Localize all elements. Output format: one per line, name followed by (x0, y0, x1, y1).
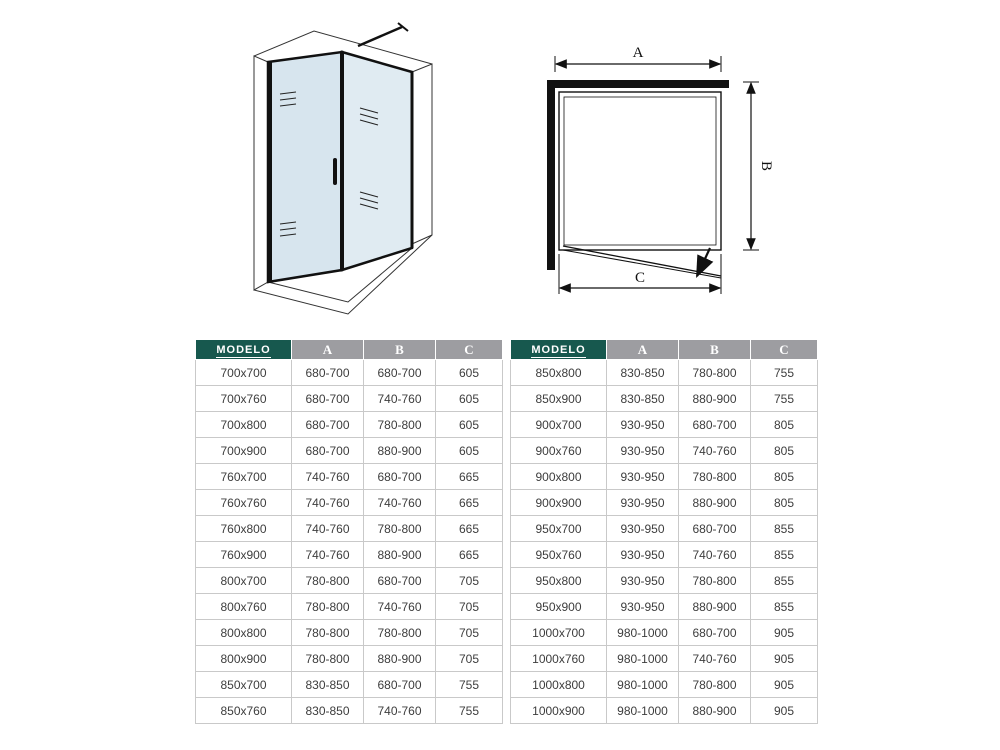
table-cell: 605 (436, 360, 503, 386)
table-cell: 880-900 (679, 490, 751, 516)
table-row (196, 360, 503, 386)
table-row (511, 594, 818, 620)
table-row (511, 438, 818, 464)
table-cell: 930-950 (607, 594, 679, 620)
isometric-shower-diagram (230, 20, 455, 320)
dim-label-b: B (758, 160, 774, 172)
table-row (196, 464, 503, 490)
dim-label-c: C (634, 270, 646, 286)
table-cell: 780-800 (679, 464, 751, 490)
table-cell: 680-700 (364, 672, 436, 698)
table-cell: 805 (751, 464, 818, 490)
door-handle (333, 158, 337, 185)
table-row (511, 360, 818, 386)
table-cell: 780-800 (364, 516, 436, 542)
table-cell: 880-900 (679, 698, 751, 724)
table-cell: 705 (436, 568, 503, 594)
table-row (196, 568, 503, 594)
table-cell: 905 (751, 620, 818, 646)
table-cell: 700x700 (196, 360, 292, 386)
dim-label-a: A (632, 45, 644, 61)
table-cell: 900x800 (511, 464, 607, 490)
table-cell: 950x800 (511, 568, 607, 594)
table-cell: 700x900 (196, 438, 292, 464)
table-header-row (511, 340, 818, 360)
table-cell: 755 (751, 360, 818, 386)
table-cell: 850x800 (511, 360, 607, 386)
table-cell: 665 (436, 464, 503, 490)
table-cell: 605 (436, 438, 503, 464)
table-cell: 740-760 (364, 386, 436, 412)
table-row (511, 672, 818, 698)
table-cell: 800x900 (196, 646, 292, 672)
table-row (511, 412, 818, 438)
header-b: B (679, 340, 751, 360)
size-table-right (510, 339, 818, 724)
table-cell: 930-950 (607, 412, 679, 438)
table-cell: 680-700 (364, 464, 436, 490)
table-cell: 850x700 (196, 672, 292, 698)
table-cell: 755 (436, 698, 503, 724)
door-glass-panel (268, 52, 342, 282)
table-cell: 740-760 (364, 490, 436, 516)
table-row (511, 698, 818, 724)
table-cell: 950x900 (511, 594, 607, 620)
dimension-a (555, 45, 721, 72)
header-b: B (364, 340, 436, 360)
table-cell: 760x900 (196, 542, 292, 568)
table-cell: 900x900 (511, 490, 607, 516)
table-row (196, 412, 503, 438)
table-cell: 830-850 (292, 698, 364, 724)
table-cell: 980-1000 (607, 672, 679, 698)
table-cell: 805 (751, 490, 818, 516)
table-cell: 680-700 (364, 360, 436, 386)
table-cell: 780-800 (292, 568, 364, 594)
table-row (196, 672, 503, 698)
table-cell: 740-760 (292, 542, 364, 568)
table-cell: 930-950 (607, 568, 679, 594)
table-cell: 740-760 (364, 594, 436, 620)
table-cell: 805 (751, 438, 818, 464)
table-cell: 830-850 (607, 386, 679, 412)
table-cell: 800x800 (196, 620, 292, 646)
table-cell: 700x760 (196, 386, 292, 412)
table-cell: 665 (436, 490, 503, 516)
table-cell: 905 (751, 646, 818, 672)
table-cell: 605 (436, 386, 503, 412)
table-cell: 680-700 (292, 412, 364, 438)
table-row (511, 568, 818, 594)
table-cell: 950x700 (511, 516, 607, 542)
dimension-b (743, 82, 774, 250)
table-cell: 830-850 (292, 672, 364, 698)
table-cell: 830-850 (607, 360, 679, 386)
support-bar (358, 23, 408, 46)
table-cell: 800x760 (196, 594, 292, 620)
table-cell: 780-800 (364, 412, 436, 438)
table-cell: 780-800 (292, 594, 364, 620)
table-cell: 740-760 (679, 646, 751, 672)
table-cell: 950x760 (511, 542, 607, 568)
table-cell: 760x800 (196, 516, 292, 542)
table-cell: 705 (436, 620, 503, 646)
table-cell: 855 (751, 516, 818, 542)
table-cell: 855 (751, 594, 818, 620)
table-cell: 705 (436, 646, 503, 672)
table-cell: 680-700 (292, 360, 364, 386)
table-row (196, 698, 503, 724)
table-cell: 1000x760 (511, 646, 607, 672)
table-cell: 740-760 (292, 516, 364, 542)
table-cell: 880-900 (364, 542, 436, 568)
header-c: C (751, 340, 818, 360)
table-cell: 740-760 (292, 464, 364, 490)
table-cell: 905 (751, 672, 818, 698)
table-cell: 755 (436, 672, 503, 698)
table-cell: 805 (751, 412, 818, 438)
table-cell: 680-700 (679, 412, 751, 438)
header-a: A (292, 340, 364, 360)
table-cell: 780-800 (679, 568, 751, 594)
header-modelo: MODELO (511, 340, 607, 360)
table-row (196, 646, 503, 672)
table-row (511, 490, 818, 516)
table-cell: 780-800 (679, 360, 751, 386)
table-row (511, 646, 818, 672)
table-cell: 855 (751, 542, 818, 568)
header-c: C (436, 340, 503, 360)
table-cell: 930-950 (607, 490, 679, 516)
table-cell: 930-950 (607, 542, 679, 568)
table-cell: 740-760 (292, 490, 364, 516)
table-cell: 850x760 (196, 698, 292, 724)
table-row (196, 386, 503, 412)
wall-profile (547, 80, 729, 270)
table-row (511, 386, 818, 412)
table-row (196, 490, 503, 516)
table-cell: 900x700 (511, 412, 607, 438)
table-cell: 780-800 (292, 646, 364, 672)
table-row (511, 620, 818, 646)
table-row (196, 516, 503, 542)
table-cell: 700x800 (196, 412, 292, 438)
table-cell: 665 (436, 516, 503, 542)
table-cell: 605 (436, 412, 503, 438)
side-glass-panel (342, 52, 412, 270)
table-cell: 905 (751, 698, 818, 724)
glass-plan-outline (559, 92, 721, 250)
table-row (511, 464, 818, 490)
table-cell: 1000x900 (511, 698, 607, 724)
plan-dimension-diagram (523, 40, 778, 315)
table-cell: 980-1000 (607, 646, 679, 672)
table-cell: 880-900 (364, 438, 436, 464)
table-cell: 755 (751, 386, 818, 412)
table-header-row (196, 340, 503, 360)
table-row (196, 438, 503, 464)
table-cell: 740-760 (364, 698, 436, 724)
table-row (196, 620, 503, 646)
table-cell: 680-700 (292, 438, 364, 464)
table-cell: 665 (436, 542, 503, 568)
table-cell: 850x900 (511, 386, 607, 412)
header-a: A (607, 340, 679, 360)
table-cell: 880-900 (679, 594, 751, 620)
table-cell: 880-900 (679, 386, 751, 412)
table-row (196, 594, 503, 620)
table-cell: 900x760 (511, 438, 607, 464)
table-cell: 980-1000 (607, 620, 679, 646)
table-row (511, 516, 818, 542)
table-cell: 680-700 (292, 386, 364, 412)
table-cell: 800x700 (196, 568, 292, 594)
table-cell: 740-760 (679, 438, 751, 464)
table-cell: 780-800 (292, 620, 364, 646)
table-cell: 680-700 (679, 620, 751, 646)
table-cell: 680-700 (364, 568, 436, 594)
header-modelo: MODELO (196, 340, 292, 360)
table-cell: 930-950 (607, 438, 679, 464)
table-cell: 780-800 (364, 620, 436, 646)
table-cell: 855 (751, 568, 818, 594)
table-cell: 930-950 (607, 464, 679, 490)
table-row (196, 542, 503, 568)
table-cell: 930-950 (607, 516, 679, 542)
table-cell: 1000x700 (511, 620, 607, 646)
table-cell: 980-1000 (607, 698, 679, 724)
table-cell: 880-900 (364, 646, 436, 672)
table-row (511, 542, 818, 568)
table-cell: 740-760 (679, 542, 751, 568)
table-cell: 760x700 (196, 464, 292, 490)
table-cell: 680-700 (679, 516, 751, 542)
table-cell: 705 (436, 594, 503, 620)
table-cell: 780-800 (679, 672, 751, 698)
table-cell: 760x760 (196, 490, 292, 516)
size-table-left (195, 339, 503, 724)
table-cell: 1000x800 (511, 672, 607, 698)
